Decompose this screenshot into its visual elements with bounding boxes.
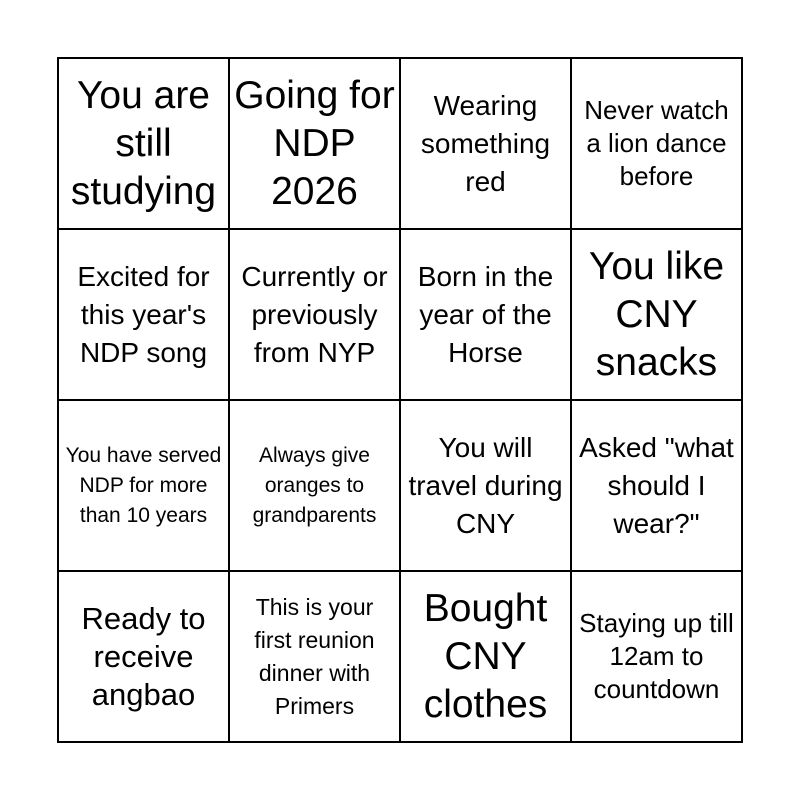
cell-text: You have served NDP for more than 10 years [65,443,222,527]
bingo-cell[interactable] [58,400,229,571]
bingo-cell[interactable] [400,400,571,571]
bingo-cell[interactable] [571,400,742,571]
bingo-cell[interactable] [571,571,742,742]
bingo-cell[interactable] [229,229,400,400]
bingo-cell[interactable] [400,571,571,742]
cell-text: You will travel during CNY [408,431,563,539]
bingo-cell[interactable] [400,229,571,400]
cell-text: Ready to receive angbao [81,600,206,712]
bingo-cell[interactable] [58,571,229,742]
bingo-board [57,57,743,743]
cell-text: Born in the year of the Horse [417,260,554,368]
bingo-cell[interactable] [58,229,229,400]
cell-text: Asked "what should I wear?" [579,431,734,539]
cell-text: Currently or previously from NYP [241,260,388,368]
bingo-cell[interactable] [58,58,229,229]
cell-text: You like CNY snacks [588,244,725,384]
bingo-cell[interactable] [571,229,742,400]
bingo-cell[interactable] [229,58,400,229]
cell-text: Staying up till 12am to countdown [579,608,734,704]
cell-text: Going for NDP 2026 [234,73,395,213]
cell-text: This is your first reunion dinner with Primers [254,593,375,719]
cell-text: You are still studying [70,73,217,213]
cell-text: Never watch a lion dance before [584,95,729,191]
bingo-cell[interactable] [229,571,400,742]
cell-text: Bought CNY clothes [423,586,548,726]
cell-text: Wearing something red [420,89,551,197]
bingo-cell[interactable] [229,400,400,571]
bingo-cell[interactable] [400,58,571,229]
cell-text: Always give oranges to grandparents [252,443,377,527]
cell-text: Excited for this year's NDP song [77,260,210,368]
bingo-cell[interactable] [571,58,742,229]
